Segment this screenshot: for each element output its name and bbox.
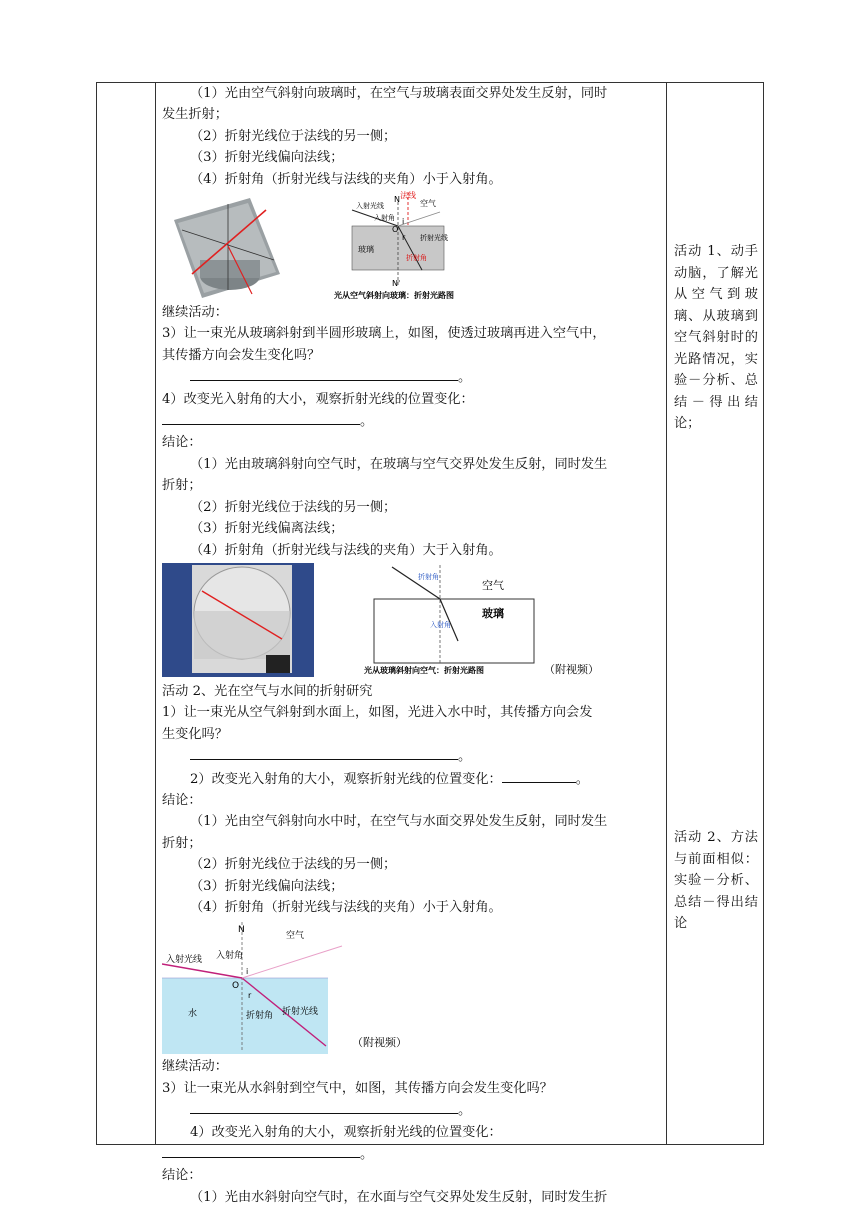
label-o: O	[392, 225, 399, 235]
text-line: 发生折射；	[162, 107, 228, 123]
label-water: 水	[188, 1009, 198, 1020]
text-line: （3）折射光线偏离法线；	[190, 521, 344, 537]
text-line: 折射；	[162, 835, 202, 851]
label-incident-angle: 入射角	[430, 620, 451, 629]
text-line: （3）折射光线偏向法线；	[190, 150, 344, 166]
text-line: 4）改变光入射角的大小，观察折射光线的位置变化：	[190, 1124, 502, 1140]
label-i: i	[402, 217, 405, 227]
answer-line: 。	[162, 366, 662, 388]
label-incident-angle: 入射角	[216, 951, 244, 962]
section-title: 活动 2、光在空气与水间的折射研究	[162, 683, 373, 699]
label-glass: 玻璃	[358, 245, 374, 255]
label-r: r	[402, 233, 406, 243]
answer-blank[interactable]	[190, 366, 458, 381]
label-incident-ray: 入射光线	[356, 202, 384, 211]
text-line: 结论：	[162, 1168, 202, 1184]
label-normal: 法线	[400, 191, 416, 201]
answer-line: 。	[162, 1143, 662, 1165]
text-line: （4）折射角（折射光线与法线的夹角）小于入射角。	[190, 171, 502, 187]
label-refracted-angle: 折射角	[418, 572, 439, 581]
figure-glass-air-svg	[162, 561, 662, 681]
refraction-diagram	[334, 190, 454, 300]
video-note: （附视频）	[544, 662, 599, 676]
figure-glass-air	[162, 561, 662, 681]
answer-blank[interactable]	[502, 768, 576, 783]
text-line: 结论：	[162, 435, 202, 451]
text-line: 折射；	[162, 478, 202, 494]
figure-air-glass	[162, 190, 662, 302]
text-line: 继续活动：	[162, 305, 228, 321]
label-air: 空气	[482, 578, 504, 592]
figure-air-water	[162, 918, 662, 1056]
text-line: （3）折射光线偏向法线；	[190, 878, 344, 894]
label-refracted-angle: 折射角	[246, 1011, 274, 1022]
label-glass: 玻璃	[482, 606, 504, 620]
answer-line: 2）改变光入射角的大小，观察折射光线的位置变化： 。	[162, 768, 662, 790]
text-line: （1）光由水斜射向空气时，在水面与空气交界处发生反射，同时发生折	[190, 1189, 608, 1205]
experiment-photo-2	[162, 563, 314, 677]
label-air: 空气	[420, 199, 436, 209]
main-content	[162, 83, 662, 1208]
answer-line: 。	[162, 410, 662, 432]
lesson-table	[96, 82, 764, 1205]
text-line: （2）折射光线位于法线的另一侧；	[190, 128, 397, 144]
label-n-bottom: N'	[392, 279, 401, 289]
answer-blank[interactable]	[190, 745, 458, 760]
answer-line: 。	[162, 1099, 662, 1121]
figure-air-glass-svg	[162, 190, 662, 302]
label-i: i	[246, 967, 249, 977]
label-refracted-angle: 折射角	[406, 254, 427, 263]
text-line: （4）折射角（折射光线与法线的夹角）小于入射角。	[190, 899, 502, 915]
text-line: （4）折射角（折射光线与法线的夹角）大于入射角。	[190, 542, 502, 558]
text-line: 3）让一束光从玻璃斜射到半圆形玻璃上，如图，使透过玻璃再进入空气中，	[162, 326, 606, 342]
video-note: （附视频）	[352, 1036, 407, 1050]
figure-caption: 光从玻璃斜射向空气：折射光路图	[364, 665, 484, 675]
label-r: r	[248, 991, 252, 1001]
label-refracted-ray: 折射光线	[420, 234, 448, 243]
text-line: 继续活动：	[162, 1059, 228, 1075]
text-line: （1）光由空气斜射向玻璃时，在空气与玻璃表面交界处发生反射，同时	[190, 86, 608, 101]
label-incident-ray: 入射光线	[166, 955, 203, 966]
text-line: （1）光由空气斜射向水中时，在空气与水面交界处发生反射，同时发生	[190, 814, 608, 830]
text-line: 1）让一束光从空气斜射到水面上，如图，光进入水中时，其传播方向会发	[162, 705, 593, 721]
text-line: （1）光由玻璃斜射向空气时，在玻璃与空气交界处发生反射，同时发生	[190, 456, 608, 472]
label-o: O	[232, 981, 240, 992]
text-line: 其传播方向会发生变化吗？	[162, 347, 321, 363]
column-divider	[155, 83, 156, 1144]
refraction-diagram-2	[364, 565, 599, 676]
text-line: （2）折射光线位于法线的另一侧；	[190, 499, 397, 515]
sidebar-note-1: 活动 1、动手动脑，了解光从空气到玻璃、从玻璃到空气斜射时的光路情况，实验－分析、总结－得出结论；	[674, 244, 758, 431]
column-divider	[666, 83, 667, 1144]
text-line: 4）改变光入射角的大小，观察折射光线的位置变化：	[162, 391, 474, 407]
answer-blank[interactable]	[162, 1143, 360, 1158]
text-line: 结论：	[162, 792, 202, 808]
experiment-photo	[168, 196, 280, 298]
label-n: N	[238, 925, 245, 936]
answer-line: 。	[162, 745, 662, 767]
answer-blank[interactable]	[162, 410, 360, 425]
text-line: 3）让一束光从水斜射到空气中，如图，其传播方向会发生变化吗？	[162, 1080, 553, 1096]
sidebar-note-2: 活动 2、方法与前面相似：实验－分析、总结－得出结论	[674, 830, 758, 931]
answer-blank[interactable]	[190, 1099, 458, 1114]
label-incident-angle: 入射角	[374, 214, 395, 223]
label-n-top: N	[394, 195, 400, 205]
figure-caption: 光从空气斜射向玻璃：折射光路图	[334, 291, 454, 301]
figure-air-water-svg	[162, 918, 662, 1056]
text-line: 生变化吗？	[162, 726, 228, 742]
label-refracted-ray: 折射光线	[282, 1007, 319, 1018]
label-air: 空气	[286, 931, 305, 942]
text-line: （2）折射光线位于法线的另一侧；	[190, 857, 397, 873]
